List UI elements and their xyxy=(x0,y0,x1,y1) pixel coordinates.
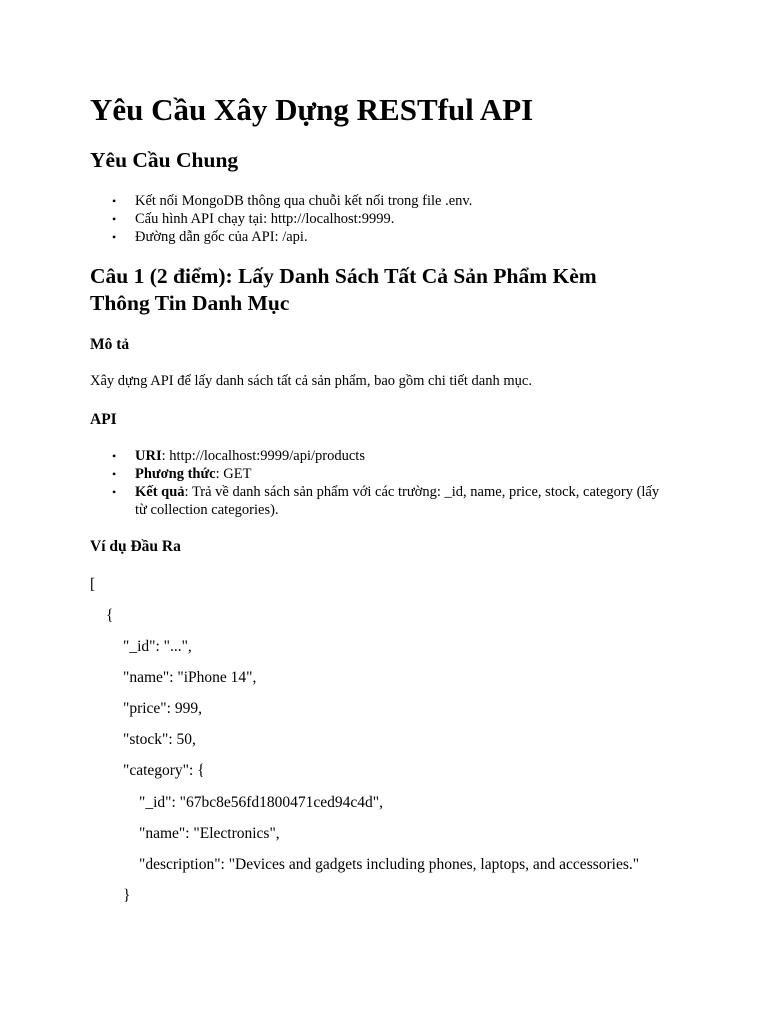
description-heading: Mô tả xyxy=(90,336,130,353)
document-title: Yêu Cầu Xây Dựng RESTful API xyxy=(90,92,534,127)
code-line: "description": "Devices and gadgets including phones, laptops, and accessories." xyxy=(139,856,640,873)
code-line: "_id": "...", xyxy=(123,638,192,655)
api-details-list xyxy=(90,447,670,519)
bullet-icon: • xyxy=(112,230,117,244)
code-line: { xyxy=(106,607,114,624)
description-text: Xây dựng API để lấy danh sách tất cả sản phẩm, bao gồm chi tiết danh mục. xyxy=(90,373,532,389)
list-item: • Kết quả: Trả về danh sách sản phẩm với các trường: _id, name, price, stock, category (lấy từ collection categories). xyxy=(112,484,660,518)
bullet-icon: • xyxy=(112,194,117,208)
code-line: "_id": "67bc8e56fd1800471ced94c4d", xyxy=(139,794,383,811)
bullet-icon: • xyxy=(112,485,117,499)
api-heading: API xyxy=(90,411,117,428)
list-item: • Cấu hình API chạy tại: http://localhost:9999. xyxy=(112,211,395,227)
general-heading: Yêu Cầu Chung xyxy=(90,148,239,172)
code-line: "name": "iPhone 14", xyxy=(123,669,257,686)
list-item: • Kết nối MongoDB thông qua chuỗi kết nối trong file .env. xyxy=(112,193,473,209)
list-item: • Đường dẫn gốc của API: /api. xyxy=(112,229,308,245)
code-line: "category": { xyxy=(123,762,205,779)
bullet-icon: • xyxy=(112,467,117,481)
code-line: } xyxy=(123,887,131,904)
bullet-icon: • xyxy=(112,212,117,226)
list-item: • URI: http://localhost:9999/api/products xyxy=(112,448,365,464)
code-line: "stock": 50, xyxy=(123,731,196,748)
bullet-icon: • xyxy=(112,449,117,463)
example-output-heading: Ví dụ Đầu Ra xyxy=(90,538,181,555)
list-item: • Phương thức: GET xyxy=(112,466,252,482)
general-requirements-list xyxy=(90,192,670,246)
question-1-heading: Câu 1 (2 điểm): Lấy Danh Sách Tất Cả Sản Phẩm Kèm Thông Tin Danh Mục xyxy=(90,264,597,315)
code-line: [ xyxy=(90,576,96,593)
code-line: "name": "Electronics", xyxy=(139,825,280,842)
code-line: "price": 999, xyxy=(123,700,202,717)
